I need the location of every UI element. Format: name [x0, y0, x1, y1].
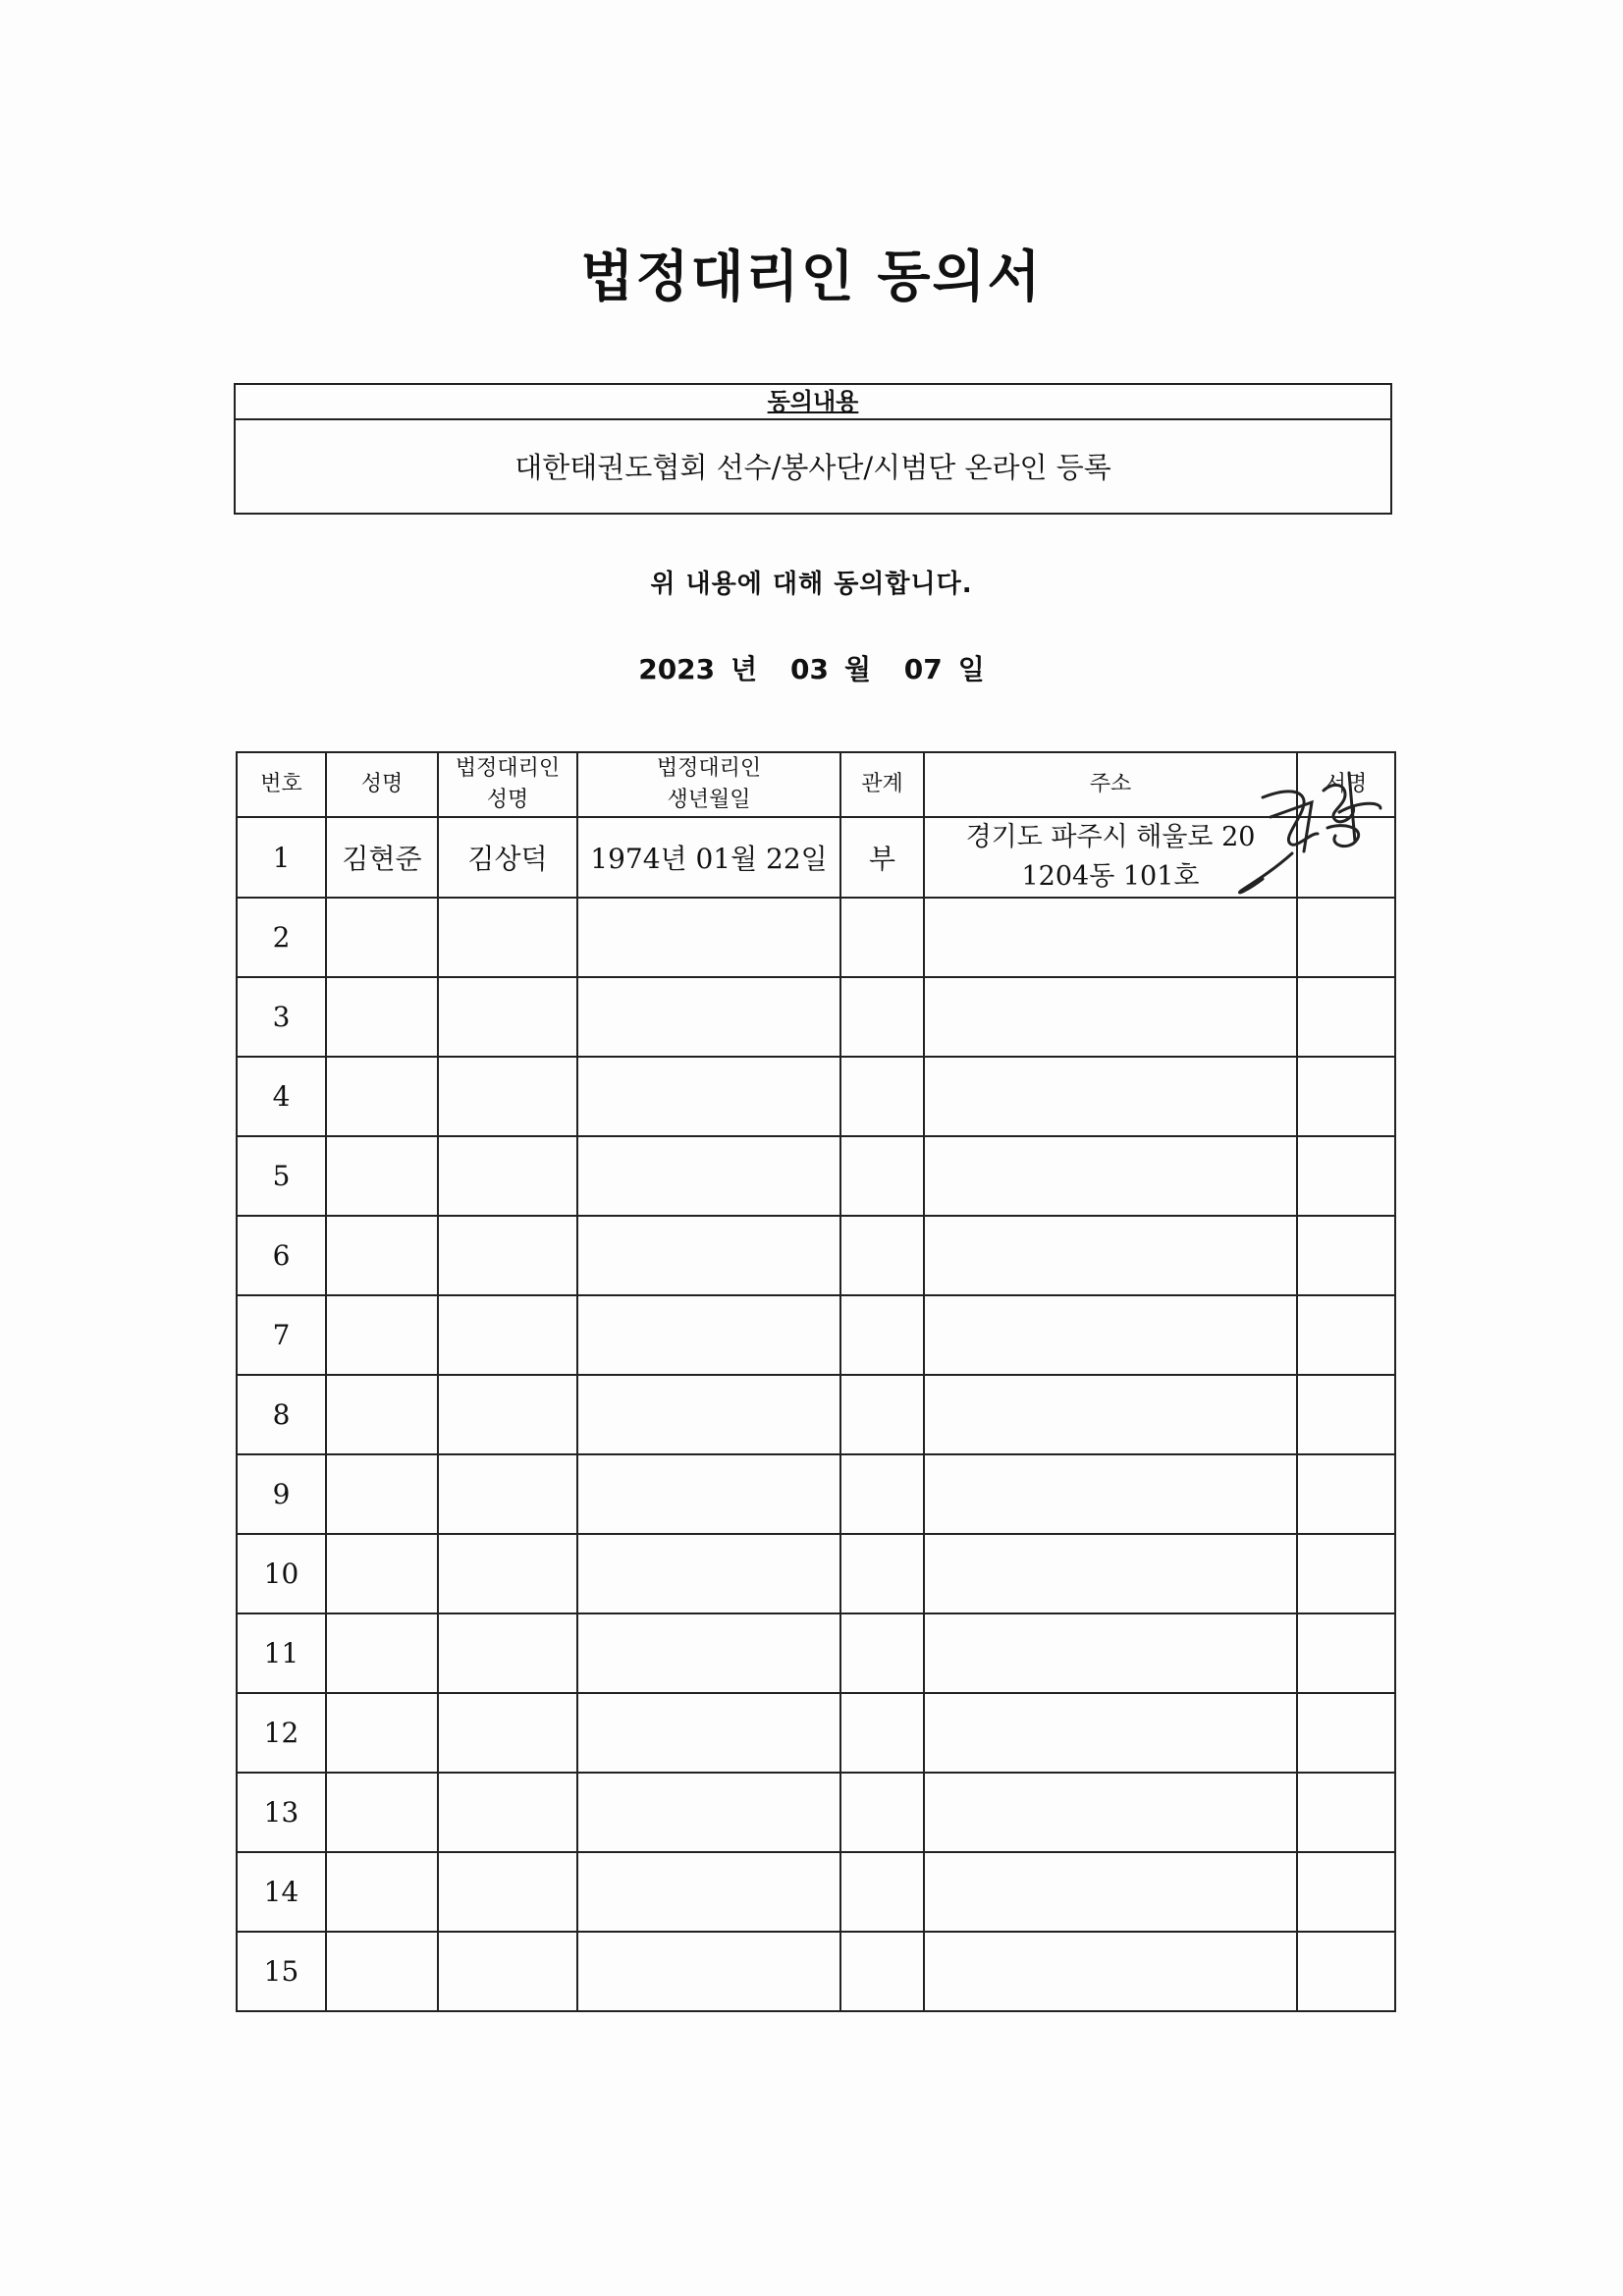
table-row [237, 1613, 1395, 1693]
row-no: 15 [237, 1932, 326, 2011]
header-guardian-birth [577, 752, 840, 817]
header-guardian-name-line2: 성명 [486, 788, 529, 812]
row-no: 9 [237, 1454, 326, 1534]
row-signature [1297, 817, 1395, 898]
row-guardian-name: 김상덕 [438, 817, 577, 898]
row-guardian-birth: 1974년 01월 22일 [577, 817, 840, 898]
row-no: 14 [237, 1852, 326, 1932]
row-no: 5 [237, 1136, 326, 1216]
table-row [237, 1375, 1395, 1454]
header-name: 성명 [326, 752, 438, 817]
header-guardian-name [438, 752, 577, 817]
table-row [237, 1454, 1395, 1534]
header-relation: 관계 [840, 752, 924, 817]
document-title: 법정대리인 동의서 [580, 246, 1043, 309]
table-row [237, 1932, 1395, 2011]
table-row [237, 1693, 1395, 1773]
row-no: 10 [237, 1534, 326, 1613]
table-row [237, 977, 1395, 1057]
consent-header-text: 동의내용 [767, 388, 859, 415]
table-row [237, 1534, 1395, 1613]
guardian-table [236, 751, 1396, 2012]
date-day: 07 [903, 653, 943, 685]
header-guardian-name-line1: 법정대리인 [455, 756, 561, 781]
row-no: 6 [237, 1216, 326, 1295]
table-row [237, 1295, 1395, 1375]
header-signature: 서명 [1297, 752, 1395, 817]
table-row [237, 817, 1395, 898]
row-no: 4 [237, 1057, 326, 1136]
row-address-line1: 경기도 파주시 해울로 20 [965, 822, 1256, 852]
date-month: 03 [789, 653, 829, 685]
agree-statement: 위 내용에 대해 동의합니다. [650, 570, 973, 599]
table-row [237, 1852, 1395, 1932]
table-row [237, 1057, 1395, 1136]
consent-content: 대한태권도협회 선수/봉사단/시범단 온라인 등록 [514, 451, 1111, 484]
row-name: 김현준 [326, 817, 438, 898]
row-relation: 부 [840, 817, 924, 898]
consent-box [234, 383, 1392, 515]
row-no: 2 [237, 898, 326, 977]
row-no: 1 [237, 817, 326, 898]
table-row [237, 1136, 1395, 1216]
header-no: 번호 [237, 752, 326, 817]
table-row [237, 898, 1395, 977]
date-year: 2023 [638, 653, 716, 685]
row-no: 7 [237, 1295, 326, 1375]
row-address-line2: 1204동 101호 [1021, 861, 1200, 892]
date-day-unit: 일 [957, 653, 985, 685]
row-no: 8 [237, 1375, 326, 1454]
consent-header [236, 385, 1390, 420]
table-header-row [237, 752, 1395, 817]
row-no: 12 [237, 1693, 326, 1773]
header-address: 주소 [924, 752, 1297, 817]
table-row [237, 1773, 1395, 1852]
row-address [924, 817, 1297, 898]
date-month-unit: 월 [843, 653, 871, 685]
row-no: 3 [237, 977, 326, 1057]
date-year-unit: 년 [730, 653, 758, 685]
header-guardian-birth-line2: 생년월일 [667, 788, 751, 812]
row-no: 13 [237, 1773, 326, 1852]
consent-date [0, 648, 1623, 687]
header-guardian-birth-line1: 법정대리인 [656, 756, 762, 781]
row-no: 11 [237, 1613, 326, 1693]
table-row [237, 1216, 1395, 1295]
